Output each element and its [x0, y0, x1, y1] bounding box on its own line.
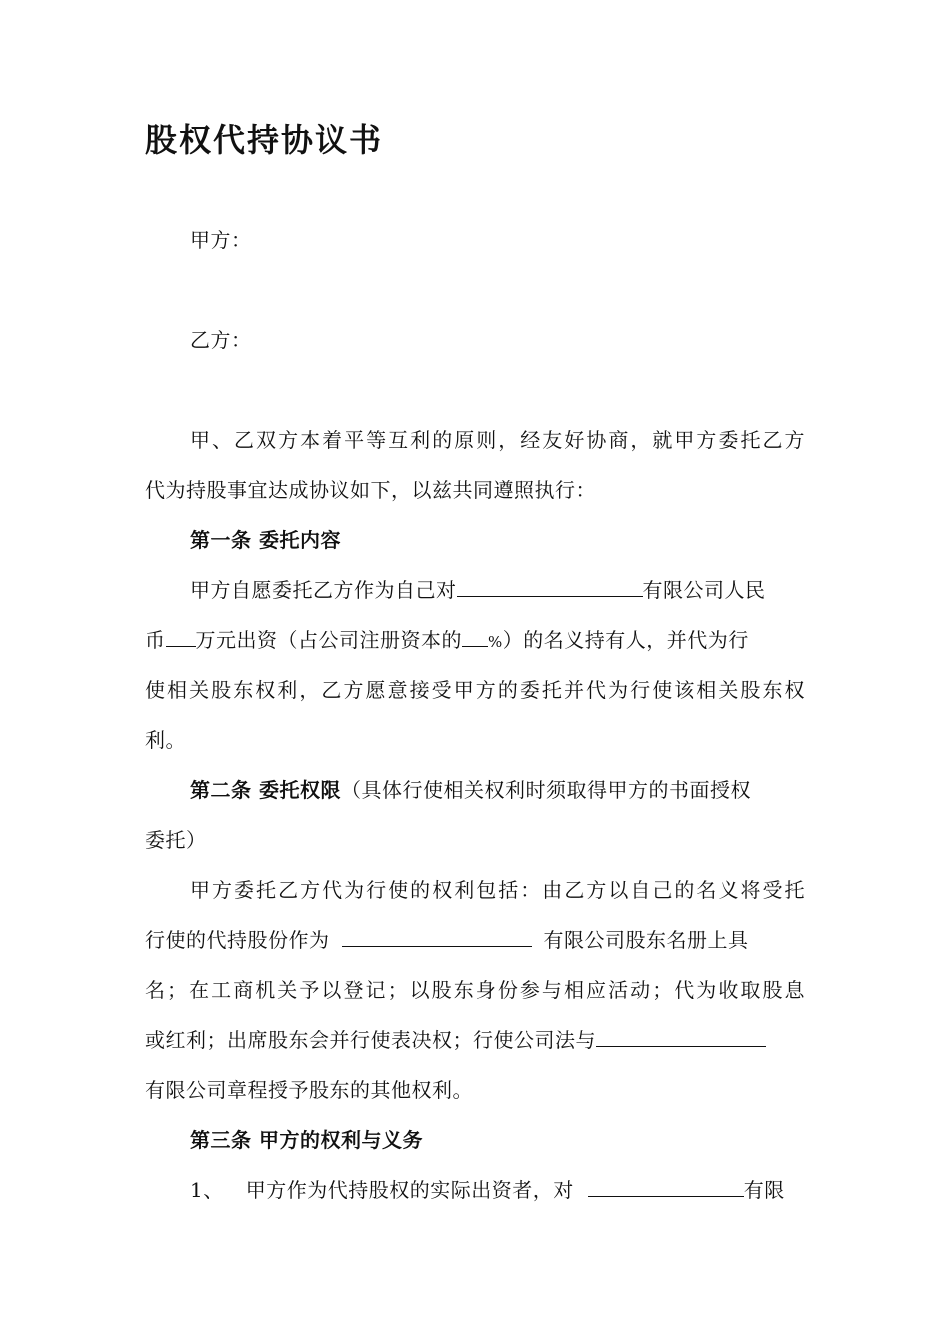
article-3-heading: 第三条 甲方的权利与义务 — [190, 1128, 423, 1152]
article-1-text: ）的名义持有人，并代为行 — [502, 628, 749, 652]
article-2-text: 有限公司股东名册上具 — [543, 928, 749, 952]
percent-sign: % — [488, 633, 503, 651]
article-2-note: （具体行使相关权利时须取得甲方的书面授权 — [340, 778, 751, 802]
article-1-line-2 — [145, 626, 805, 656]
article-2-line-4 — [145, 1026, 805, 1054]
article-1-line-4: 利。 — [145, 728, 186, 752]
company-name-blank[interactable] — [457, 576, 643, 597]
amount-blank[interactable] — [166, 626, 196, 647]
intro-line-2: 代为持股事宜达成协议如下，以兹共同遵照执行： — [145, 478, 596, 502]
article-1-text: 万元出资（占公司注册资本的 — [195, 628, 462, 652]
intro-line-1: 甲、乙双方本着平等互利的原则，经友好协商，就甲方委托乙方 — [190, 428, 805, 452]
article-2-heading: 第二条 委托权限 — [190, 778, 341, 802]
company-name-blank[interactable] — [596, 1026, 766, 1047]
article-2-line-1: 甲方委托乙方代为行使的权利包括：由乙方以自己的名义将受托 — [190, 878, 805, 902]
article-2-heading-line — [190, 776, 805, 804]
article-3-item-1 — [190, 1176, 805, 1204]
article-2-line-5: 有限公司章程授予股东的其他权利。 — [145, 1078, 473, 1102]
article-3-text: 甲方作为代持股权的实际出资者，对 — [245, 1178, 574, 1202]
article-1-text: 币 — [145, 628, 166, 652]
article-1-text: 甲方自愿委托乙方作为自己对 — [190, 578, 457, 602]
article-2-line-3: 名；在工商机关予以登记；以股东身份参与相应活动；代为收取股息 — [145, 978, 805, 1002]
document-title: 股权代持协议书 — [145, 121, 384, 159]
article-2-note-cont: 委托） — [145, 828, 207, 852]
article-1-line-1 — [190, 576, 805, 604]
article-2-text: 或红利；出席股东会并行使表决权；行使公司法与 — [145, 1028, 596, 1052]
item-number: 1、 — [190, 1178, 224, 1202]
article-1-line-3: 使相关股东权利，乙方愿意接受甲方的委托并代为行使该相关股东权 — [145, 678, 805, 702]
article-1-text: 有限公司人民 — [642, 578, 766, 602]
article-1-heading: 第一条 委托内容 — [190, 528, 341, 552]
percent-blank[interactable] — [462, 626, 488, 647]
party-b-label: 乙方： — [190, 328, 252, 352]
company-name-blank[interactable] — [588, 1176, 744, 1197]
article-3-text: 有限 — [743, 1178, 785, 1202]
party-a-label: 甲方： — [190, 228, 252, 252]
article-2-line-2 — [145, 926, 805, 954]
article-2-text: 行使的代持股份作为 — [145, 928, 330, 952]
company-name-blank[interactable] — [342, 926, 532, 947]
